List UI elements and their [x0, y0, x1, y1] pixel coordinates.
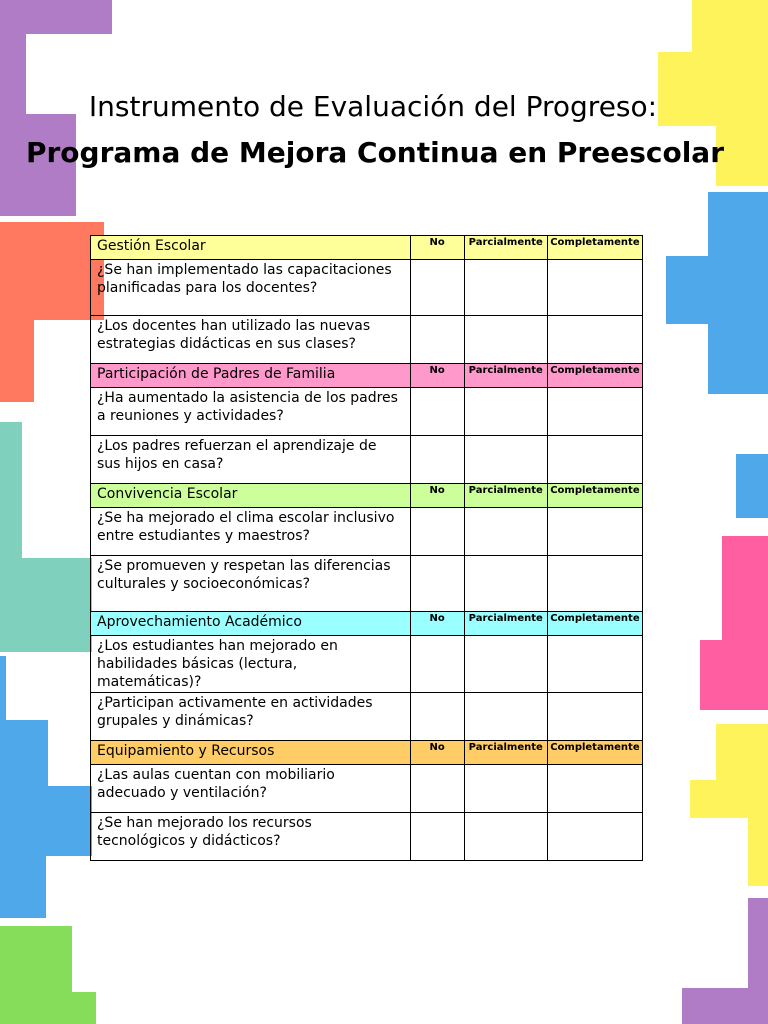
answer-cell-parcialmente[interactable] — [464, 316, 547, 364]
section-header-row — [91, 236, 643, 260]
question-row — [91, 765, 643, 813]
answer-cell-parcialmente[interactable] — [464, 765, 547, 813]
question-text: ¿Se han implementado las capacitaciones planificadas para los docentes? — [91, 260, 411, 316]
column-header-parcialmente: Parcialmente — [464, 741, 547, 765]
column-header-parcialmente: Parcialmente — [464, 236, 547, 260]
answer-cell-completamente[interactable] — [547, 693, 642, 741]
blue-block-left — [0, 656, 6, 720]
answer-cell-completamente[interactable] — [547, 260, 642, 316]
section-title: Convivencia Escolar — [91, 484, 411, 508]
teal-block-left — [0, 422, 22, 558]
column-header-completamente: Completamente — [547, 236, 642, 260]
answer-cell-parcialmente[interactable] — [464, 260, 547, 316]
section-title: Gestión Escolar — [91, 236, 411, 260]
question-text: ¿Se han mejorado los recursos tecnológicos y didácticos? — [91, 813, 411, 861]
question-row — [91, 508, 643, 556]
answer-cell-no[interactable] — [410, 636, 464, 693]
section-header-row — [91, 484, 643, 508]
blue-block-left-2 — [0, 720, 48, 786]
answer-cell-completamente[interactable] — [547, 765, 642, 813]
question-row — [91, 388, 643, 436]
pink-block-right-2 — [700, 640, 768, 710]
teal-block-left-2 — [0, 558, 92, 652]
answer-cell-no[interactable] — [410, 436, 464, 484]
evaluation-table — [90, 235, 643, 861]
coral-block-left-2 — [0, 320, 34, 402]
question-text: ¿Participan activamente en actividades grupales y dinámicas? — [91, 693, 411, 741]
answer-cell-completamente[interactable] — [547, 636, 642, 693]
answer-cell-parcialmente[interactable] — [464, 508, 547, 556]
answer-cell-no[interactable] — [410, 316, 464, 364]
answer-cell-parcialmente[interactable] — [464, 813, 547, 861]
question-row — [91, 813, 643, 861]
section-title: Equipamiento y Recursos — [91, 741, 411, 765]
question-row — [91, 260, 643, 316]
column-header-no: No — [410, 484, 464, 508]
yellow-block-top-right — [692, 0, 768, 52]
blue-block-right-4 — [736, 454, 768, 518]
purple-block-top-left — [0, 0, 112, 34]
title-line-2: Programa de Mejora Continua en Preescolar — [25, 136, 725, 169]
column-header-completamente: Completamente — [547, 741, 642, 765]
question-row — [91, 556, 643, 612]
answer-cell-no[interactable] — [410, 556, 464, 612]
yellow-block-right-2 — [690, 780, 768, 818]
answer-cell-completamente[interactable] — [547, 813, 642, 861]
yellow-block-right-3 — [748, 818, 768, 886]
question-text: ¿Ha aumentado la asistencia de los padres a reuniones y actividades? — [91, 388, 411, 436]
question-text: ¿Los padres refuerzan el aprendizaje de sus hijos en casa? — [91, 436, 411, 484]
column-header-completamente: Completamente — [547, 612, 642, 636]
blue-block-right — [708, 192, 768, 256]
answer-cell-parcialmente[interactable] — [464, 636, 547, 693]
question-row — [91, 316, 643, 364]
section-title: Participación de Padres de Familia — [91, 364, 411, 388]
question-row — [91, 693, 643, 741]
column-header-no: No — [410, 612, 464, 636]
question-row — [91, 636, 643, 693]
column-header-parcialmente: Parcialmente — [464, 364, 547, 388]
question-text: ¿Se ha mejorado el clima escolar inclusivo entre estudiantes y maestros? — [91, 508, 411, 556]
pink-block-right — [722, 536, 768, 640]
column-header-completamente: Completamente — [547, 484, 642, 508]
column-header-completamente: Completamente — [547, 364, 642, 388]
question-row — [91, 436, 643, 484]
section-header-row — [91, 364, 643, 388]
answer-cell-parcialmente[interactable] — [464, 436, 547, 484]
column-header-no: No — [410, 741, 464, 765]
answer-cell-parcialmente[interactable] — [464, 556, 547, 612]
column-header-no: No — [410, 236, 464, 260]
answer-cell-no[interactable] — [410, 765, 464, 813]
answer-cell-completamente[interactable] — [547, 556, 642, 612]
blue-block-left-3 — [0, 786, 92, 856]
section-header-row — [91, 741, 643, 765]
green-block-bottom-left-2 — [0, 992, 96, 1024]
column-header-parcialmente: Parcialmente — [464, 484, 547, 508]
blue-block-right-2 — [666, 256, 768, 324]
blue-block-right-3 — [708, 324, 768, 394]
purple-block-bottom-right-2 — [682, 988, 768, 1024]
answer-cell-no[interactable] — [410, 260, 464, 316]
answer-cell-completamente[interactable] — [547, 436, 642, 484]
question-text: ¿Se promueven y respetan las diferencias culturales y socioeconómicas? — [91, 556, 411, 612]
section-header-row — [91, 612, 643, 636]
yellow-block-right — [716, 724, 768, 780]
answer-cell-parcialmente[interactable] — [464, 693, 547, 741]
answer-cell-parcialmente[interactable] — [464, 388, 547, 436]
green-block-bottom-left — [0, 926, 72, 992]
answer-cell-completamente[interactable] — [547, 388, 642, 436]
question-text: ¿Los docentes han utilizado las nuevas estrategias didácticas en sus clases? — [91, 316, 411, 364]
column-header-parcialmente: Parcialmente — [464, 612, 547, 636]
answer-cell-no[interactable] — [410, 388, 464, 436]
title-line-1: Instrumento de Evaluación del Progreso: — [88, 90, 658, 123]
question-text: ¿Los estudiantes han mejorado en habilidades básicas (lectura, matemáticas)? — [91, 636, 411, 693]
section-title: Aprovechamiento Académico — [91, 612, 411, 636]
coral-block-left — [0, 222, 104, 320]
question-text: ¿Las aulas cuentan con mobiliario adecuado y ventilación? — [91, 765, 411, 813]
answer-cell-completamente[interactable] — [547, 316, 642, 364]
answer-cell-completamente[interactable] — [547, 508, 642, 556]
column-header-no: No — [410, 364, 464, 388]
blue-block-left-4 — [0, 856, 46, 918]
answer-cell-no[interactable] — [410, 693, 464, 741]
answer-cell-no[interactable] — [410, 813, 464, 861]
purple-block-bottom-right — [748, 898, 768, 988]
answer-cell-no[interactable] — [410, 508, 464, 556]
